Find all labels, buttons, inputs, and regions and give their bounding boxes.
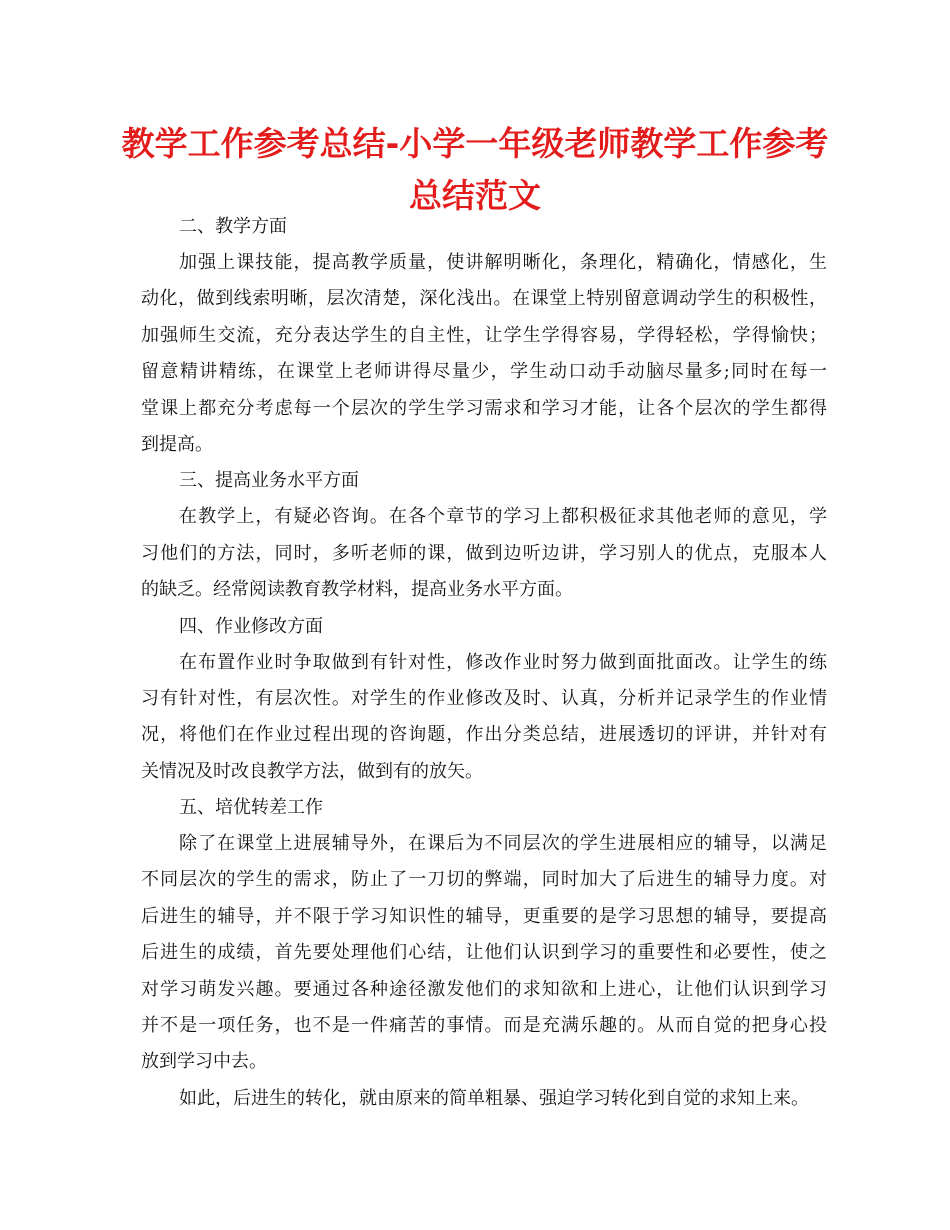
section-heading: 三、提高业务水平方面 — [179, 470, 359, 492]
paragraph-line: 加强师生交流，充分表达学生的自主性，让学生学得容易，学得轻松，学得愉快； — [141, 324, 827, 346]
document-title-line-2: 总结范文 — [409, 176, 541, 215]
section-teaching — [141, 209, 827, 463]
paragraph-line: 习有针对性，有层次性。对学生的作业修改及时、认真，分析并记录学生的作业情 — [141, 687, 827, 709]
section-heading: 四、作业修改方面 — [179, 615, 323, 637]
section-heading: 二、教学方面 — [179, 216, 287, 237]
paragraph-line: 在布置作业时争取做到有针对性，修改作业时努力做到面批面改。让学生的练 — [179, 651, 827, 673]
paragraph-line: 如此，后进生的转化，就由原来的简单粗暴、强迫学习转化到自觉的求知上来。 — [179, 1087, 809, 1109]
paragraph — [141, 1081, 827, 1117]
paragraph-line: 后进生的辅导，并不限于学习知识性的辅导，更重要的是学习思想的辅导，要提高 — [141, 905, 827, 927]
paragraph-line: 到提高。 — [141, 433, 213, 455]
paragraph-line: 关情况及时改良教学方法，做到有的放矢。 — [141, 760, 483, 782]
paragraph-line: 对学习萌发兴趣。要通过各种途径激发他们的求知欲和上进心，让他们认识到学习 — [141, 978, 827, 1000]
document-title — [120, 118, 830, 222]
paragraph-line: 放到学习中去。 — [141, 1051, 267, 1073]
paragraph-line: 动化，做到线索明晰，层次清楚，深化浅出。在课堂上特别留意调动学生的积极性， — [141, 288, 827, 310]
paragraph-line: 的缺乏。经常阅读教育教学材料，提高业务水平方面。 — [141, 579, 573, 601]
section-professional-level — [141, 463, 827, 608]
paragraph — [141, 645, 827, 791]
paragraph-line: 留意精讲精练，在课堂上老师讲得尽量少，学生动口动手动脑尽量多;同时在每一 — [141, 361, 827, 383]
paragraph-line: 习他们的方法，同时，多听老师的课，做到边听边讲，学习别人的优点，克服本人 — [141, 542, 827, 564]
document-title-line-1: 教学工作参考总结-小学一年级老师教学工作参考 — [121, 124, 829, 163]
paragraph-line: 除了在课堂上进展辅导外，在课后为不同层次的学生进展相应的辅导，以满足 — [179, 833, 827, 855]
paragraph — [141, 245, 827, 463]
section-tutoring — [141, 790, 827, 1117]
section-homework-correction — [141, 609, 827, 791]
paragraph-line: 堂课上都充分考虑每一个层次的学生学习需求和学习才能，让各个层次的学生都得 — [141, 397, 827, 419]
paragraph-line: 后进生的成绩，首先要处理他们心结，让他们认识到学习的重要性和必要性，使之 — [141, 942, 827, 964]
paragraph-line: 况，将他们在作业过程出现的咨询题，作出分类总结，进展透切的评讲，并针对有 — [141, 724, 827, 746]
paragraph — [141, 826, 827, 1081]
paragraph — [141, 499, 827, 608]
paragraph-line: 在教学上，有疑必咨询。在各个章节的学习上都积极征求其他老师的意见，学 — [179, 506, 827, 528]
paragraph-line: 加强上课技能，提高教学质量，使讲解明晰化，条理化，精确化，情感化，生 — [179, 252, 827, 273]
document-body — [141, 209, 827, 1117]
paragraph-line: 并不是一项任务，也不是一件痛苦的事情。而是充满乐趣的。从而自觉的把身心投 — [141, 1015, 827, 1037]
paragraph-line: 不同层次的学生的需求，防止了一刀切的弊端，同时加大了后进生的辅导力度。对 — [141, 869, 827, 891]
section-heading: 五、培优转差工作 — [179, 797, 323, 819]
